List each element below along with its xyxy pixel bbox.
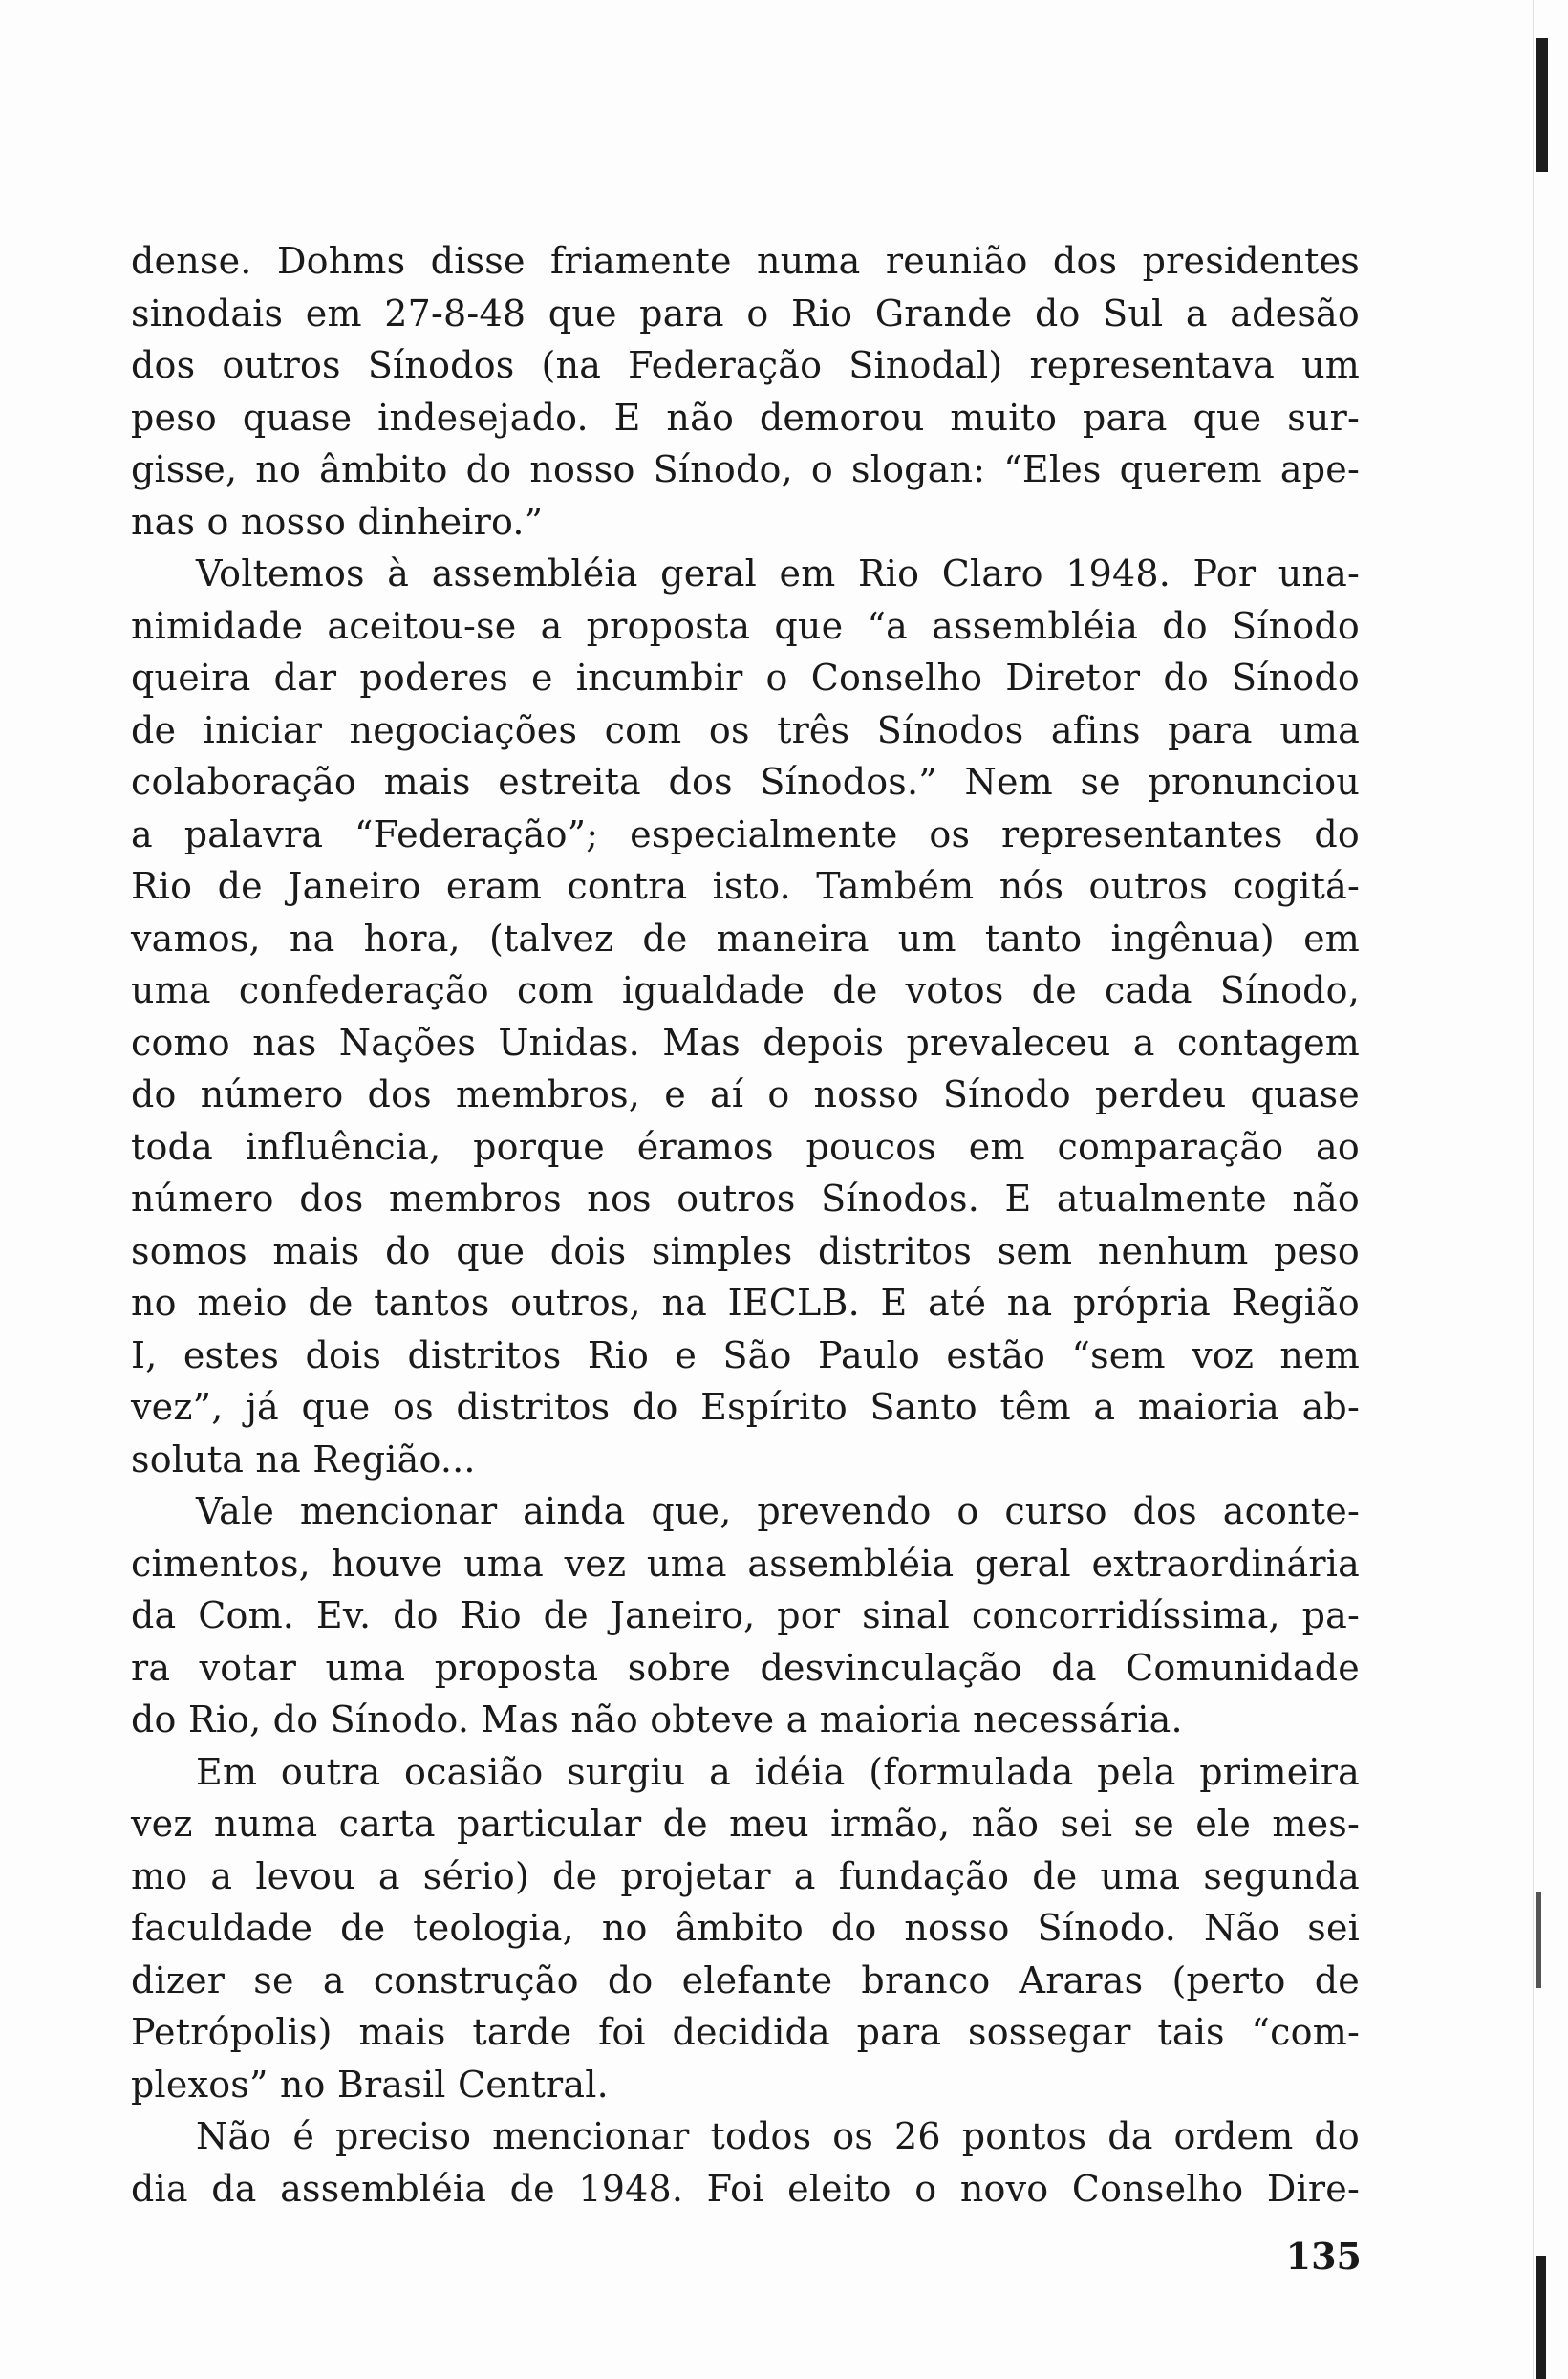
- text-line: nimidade aceitou-se a proposta que “a assembléia do Sínodo: [131, 604, 1360, 647]
- text-line: Voltemos à assembléia geral em Rio Claro 1948. Por una-: [196, 552, 1360, 595]
- text-line: do número dos membros, e aí o nosso Sínodo perdeu quase: [131, 1073, 1360, 1115]
- text-line: de iniciar negociações com os três Sínodos afins para uma: [131, 708, 1360, 751]
- text-line: número dos membros nos outros Sínodos. E atualmente não: [131, 1178, 1360, 1220]
- text-line: cimentos, houve uma vez uma assembléia geral extraordinária: [131, 1542, 1360, 1585]
- text-line: toda influência, porque éramos poucos em comparação ao: [131, 1125, 1360, 1168]
- text-line: uma confederação com igualdade de votos de cada Sínodo,: [131, 969, 1360, 1011]
- text-line: da Com. Ev. do Rio de Janeiro, por sinal concorridíssima, pa-: [131, 1594, 1360, 1636]
- text-line: somos mais do que dois simples distritos sem nenhum peso: [131, 1229, 1360, 1272]
- text-line: colaboração mais estreita dos Sínodos.” Nem se pronunciou: [131, 761, 1360, 803]
- text-line: dense. Dohms disse friamente numa reunião dos presidentes: [131, 240, 1360, 282]
- text-line: dos outros Sínodos (na Federação Sinodal) representava um: [131, 344, 1360, 386]
- text-line: como nas Nações Unidas. Mas depois prevaleceu a contagem: [131, 1021, 1360, 1064]
- text-line: peso quase indesejado. E não demorou muito para que sur-: [131, 396, 1360, 439]
- text-line: no meio de tantos outros, na IECLB. E até na própria Região: [131, 1282, 1360, 1324]
- text-line: a palavra “Federação”; especialmente os representantes do: [131, 812, 1360, 855]
- text-line: nas o nosso dinheiro.”: [131, 500, 544, 543]
- text-line: soluta na Região...: [131, 1438, 476, 1481]
- text-line: Em outra ocasião surgiu a idéia (formulada pela primeira: [196, 1750, 1360, 1793]
- text-line: queira dar poderes e incumbir o Conselho Diretor do Sínodo: [131, 657, 1360, 699]
- scan-edge-mark-middle: [1536, 1892, 1541, 1988]
- scan-edge-mark-top: [1536, 38, 1548, 172]
- body-text: [131, 235, 1360, 2215]
- text-line: Vale mencionar ainda que, prevendo o curso dos aconte-: [196, 1490, 1360, 1532]
- text-line: Petrópolis) mais tarde foi decidida para sossegar tais “com-: [131, 2011, 1360, 2053]
- text-line: Não é preciso mencionar todos os 26 pontos da ordem do: [196, 2115, 1360, 2157]
- text-line: sinodais em 27-8-48 que para o Rio Grande do Sul a adesão: [131, 292, 1360, 335]
- text-line: vez”, já que os distritos do Espírito Santo têm a maioria ab-: [131, 1386, 1360, 1428]
- page-number: 135: [1285, 2235, 1362, 2278]
- text-line: gisse, no âmbito do nosso Sínodo, o slogan: “Eles querem ape-: [131, 448, 1360, 490]
- text-line: dia da assembléia de 1948. Foi eleito o novo Conselho Dire-: [131, 2167, 1360, 2210]
- text-line: vez numa carta particular de meu irmão, não sei se ele mes-: [131, 1803, 1360, 1845]
- text-line: I, estes dois distritos Rio e São Paulo estão “sem voz nem: [131, 1333, 1360, 1376]
- text-line: vamos, na hora, (talvez de maneira um tanto ingênua) em: [131, 917, 1360, 960]
- text-line: dizer se a construção do elefante branco Araras (perto de: [131, 1958, 1360, 2001]
- text-line: ra votar uma proposta sobre desvinculação da Comunidade: [131, 1646, 1360, 1689]
- text-line: mo a levou a sério) de projetar a fundação de uma segunda: [131, 1854, 1360, 1897]
- text-line: Rio de Janeiro eram contra isto. Também nós outros cogitá-: [131, 865, 1360, 907]
- text-line: plexos” no Brasil Central.: [131, 2063, 609, 2106]
- text-line: faculdade de teologia, no âmbito do nosso Sínodo. Não sei: [131, 1907, 1360, 1949]
- text-line: do Rio, do Sínodo. Mas não obteve a maioria necessária.: [131, 1698, 1183, 1741]
- scan-edge-mark-bottom: [1536, 2256, 1546, 2379]
- scan-edge-line: [1533, 0, 1534, 2379]
